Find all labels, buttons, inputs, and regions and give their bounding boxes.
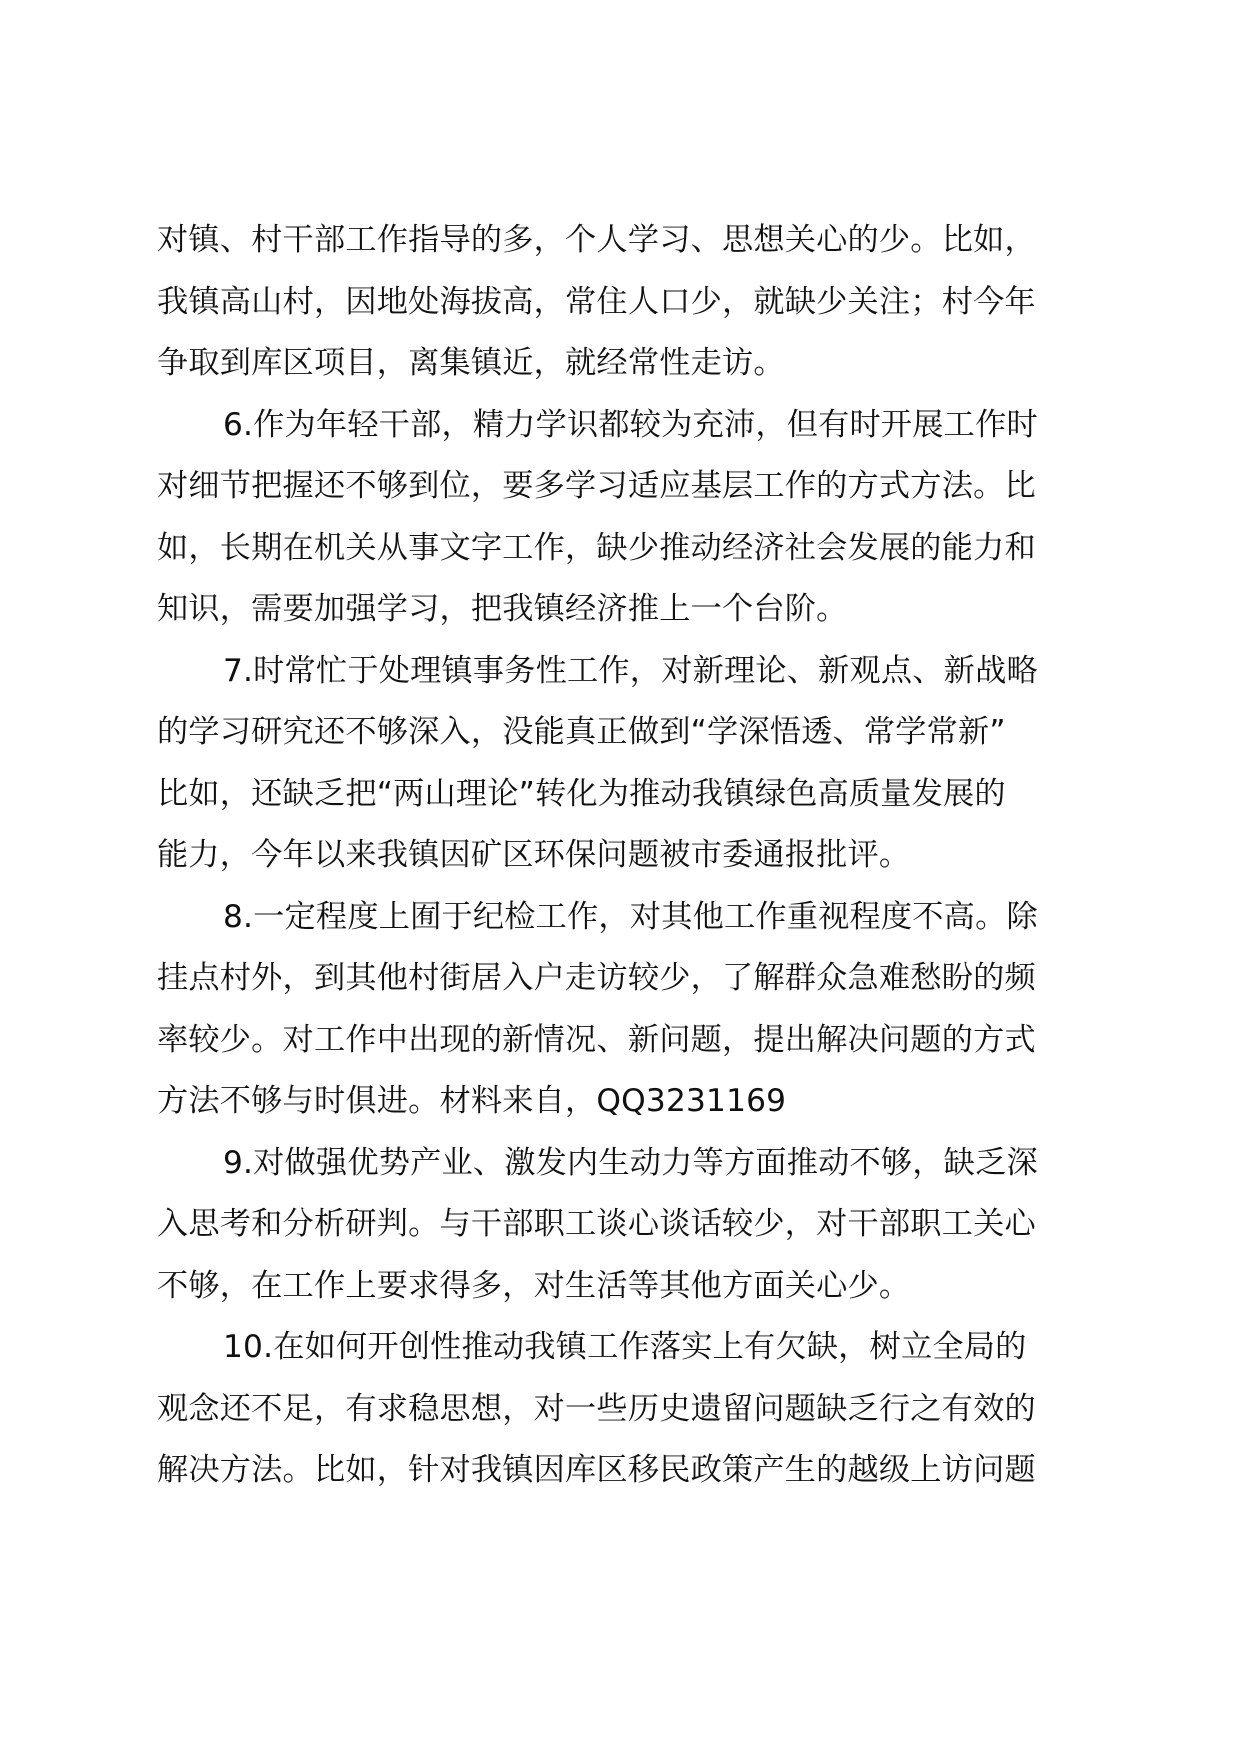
text-line: 的学习研究还不够深入，没能真正做到“学深悟透、常学常新”: [157, 714, 1006, 750]
text-line: 7.时常忙于处理镇事务性工作，对新理论、新观点、新战略: [223, 652, 1038, 689]
text-line: 10.在如何开创性推动我镇工作落实上有欠缺，树立全局的: [223, 1329, 1027, 1365]
text-line: 8.一定程度上囿于纪检工作，对其他工作重视程度不高。除: [223, 898, 1038, 935]
text-line: 9.对做强优势产业、激发内生动力等方面推动不够，缺乏深: [223, 1144, 1038, 1181]
text-line: 能力，今年以来我镇因矿区环保问题被市委通报批评。: [157, 837, 911, 873]
text-line: 观念还不足，有求稳思想，对一些历史遗留问题缺乏行之有效的: [157, 1390, 1036, 1427]
document-body: [157, 210, 1097, 1502]
text-line: 争取到库区项目，离集镇近，就经常性走访。: [157, 345, 785, 381]
text-line: 解决方法。比如，针对我镇因库区移民政策产生的越级上访问题: [157, 1452, 1036, 1488]
text-line: 对细节把握还不够到位，要多学习适应基层工作的方式方法。比: [157, 468, 1036, 504]
text-line: 如，长期在机关从事文字工作，缺少推动经济社会发展的能力和: [157, 529, 1036, 566]
text-line: 挂点村外，到其他村街居入户走访较少，了解群众急难愁盼的频: [157, 960, 1036, 996]
text-line: 比如，还缺乏把“两山理论”转化为推动我镇绿色高质量发展的: [157, 775, 1006, 812]
text-line: 不够，在工作上要求得多，对生活等其他方面关心少。: [157, 1267, 911, 1304]
text-line: 率较少。对工作中出现的新情况、新问题，提出解决问题的方式: [157, 1021, 1036, 1058]
text-line: 知识，需要加强学习，把我镇经济推上一个台阶。: [157, 591, 848, 627]
text-line: 对镇、村干部工作指导的多，个人学习、思想关心的少。比如，: [157, 222, 1036, 258]
text-line: 6.作为年轻干部，精力学识都较为充沛，但有时开展工作时: [223, 406, 1038, 443]
text-line: 入思考和分析研判。与干部职工谈心谈话较少，对干部职工关心: [157, 1206, 1036, 1242]
text-line: 方法不够与时俱进。材料来自，QQ3231169: [157, 1083, 787, 1119]
text-line: 我镇高山村，因地处海拔高，常住人口少，就缺少关注；村今年: [157, 283, 1036, 320]
